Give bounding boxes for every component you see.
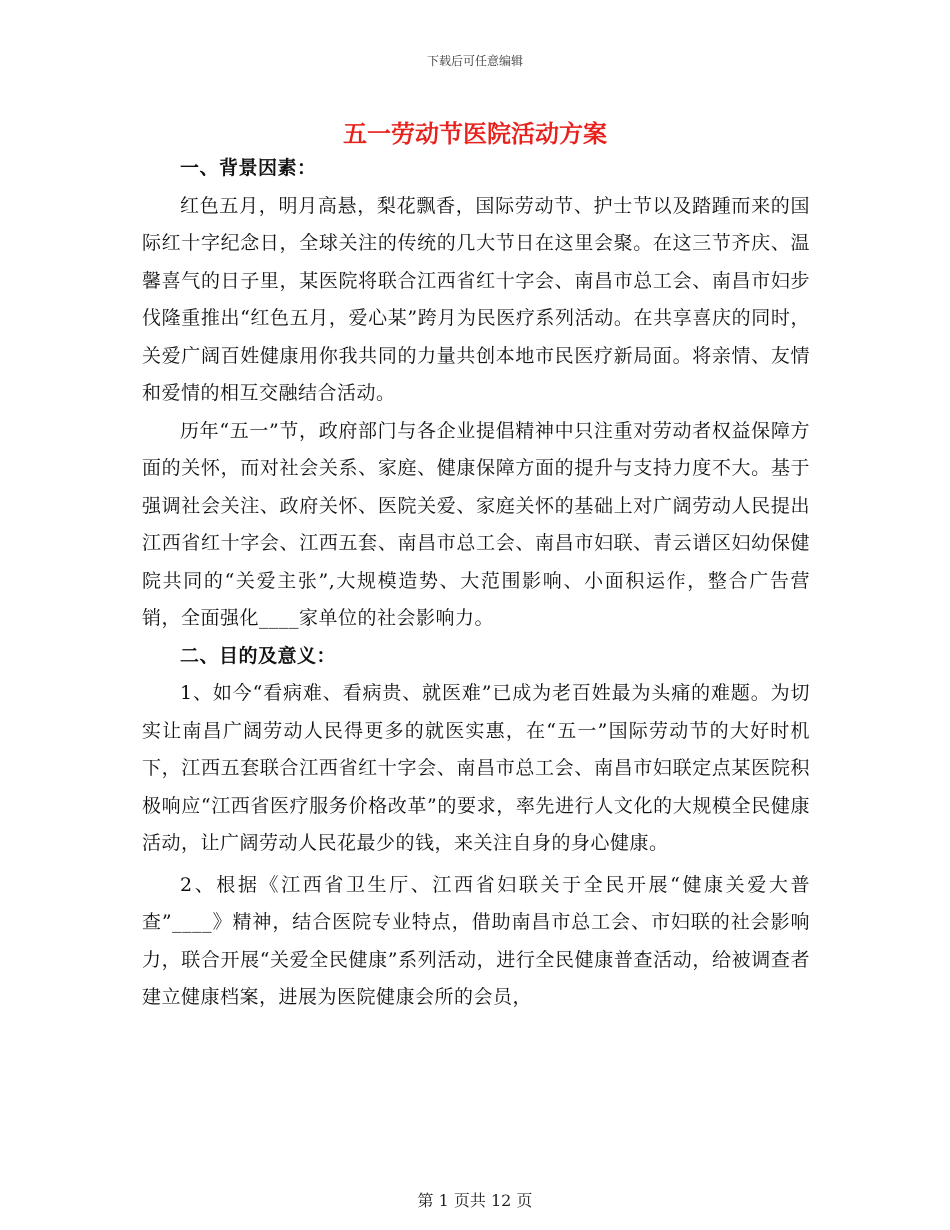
- page-footer: 第 1 页共 12 页: [417, 1191, 533, 1210]
- section-heading-purpose: 二、目的及意义：: [180, 644, 337, 667]
- document-title: 五一劳动节医院活动方案: [343, 119, 607, 148]
- purpose-item-2: 2、根据《江西省卫生厅、江西省妇联关于全民开展“健康关爱大普查”____》精神，结合医院专业特点，借助南昌市总工会、市妇联的社会影响力，联合开展“关爱全民健康”系列活动，进行全民健康普查活动，给被调查者建立健康档案，进展为医院健康会所的会员，: [142, 873, 810, 1008]
- paragraph-background-2: 历年“五一”节，政府部门与各企业提倡精神中只注重对劳动者权益保障方面的关怀，而对社会关系、家庭、健康保障方面的提升与支持力度不大。基于强调社会关注、政府关怀、医院关爱、家庭关怀的基础上对广阔劳动人民提出江西省红十字会、江西五套、南昌市总工会、南昌市妇联、青云谱区妇幼保健院共同的“关爱主张”,大规模造势、大范围影响、小面积运作，整合广告营销，全面强化____家单位的社会影响力。: [142, 419, 810, 629]
- page-header: 下载后可任意编辑: [426, 54, 523, 68]
- section-heading-background: 一、背景因素：: [180, 157, 317, 179]
- document-body: [142, 150, 810, 1017]
- paragraph-background-1: 红色五月，明月高悬，梨花飘香，国际劳动节、护士节以及踏踵而来的国际红十字纪念日，全球关注的传统的几大节日在这里会聚。在这三节齐庆、温馨喜气的日子里，某医院将联合江西省红十字会、南昌市总工会、南昌市妇步伐隆重推出“红色五月，爱心某”跨月为民医疗系列活动。在共享喜庆的同时，关爱广阔百姓健康用你我共同的力量共创本地市民医疗新局面。将亲情、友情和爱情的相互交融结合活动。: [142, 194, 810, 404]
- purpose-item-1: 1、如今“看病难、看病贵、就医难”已成为老百姓最为头痛的难题。为切实让南昌广阔劳动人民得更多的就医实惠，在“五一”国际劳动节的大好时机下，江西五套联合江西省红十字会、南昌市总工会、南昌市妇联定点某医院积极响应“江西省医疗服务价格改革”的要求，率先进行人文化的大规模全民健康活动，让广阔劳动人民花最少的钱，来关注自身的身心健康。: [142, 682, 810, 854]
